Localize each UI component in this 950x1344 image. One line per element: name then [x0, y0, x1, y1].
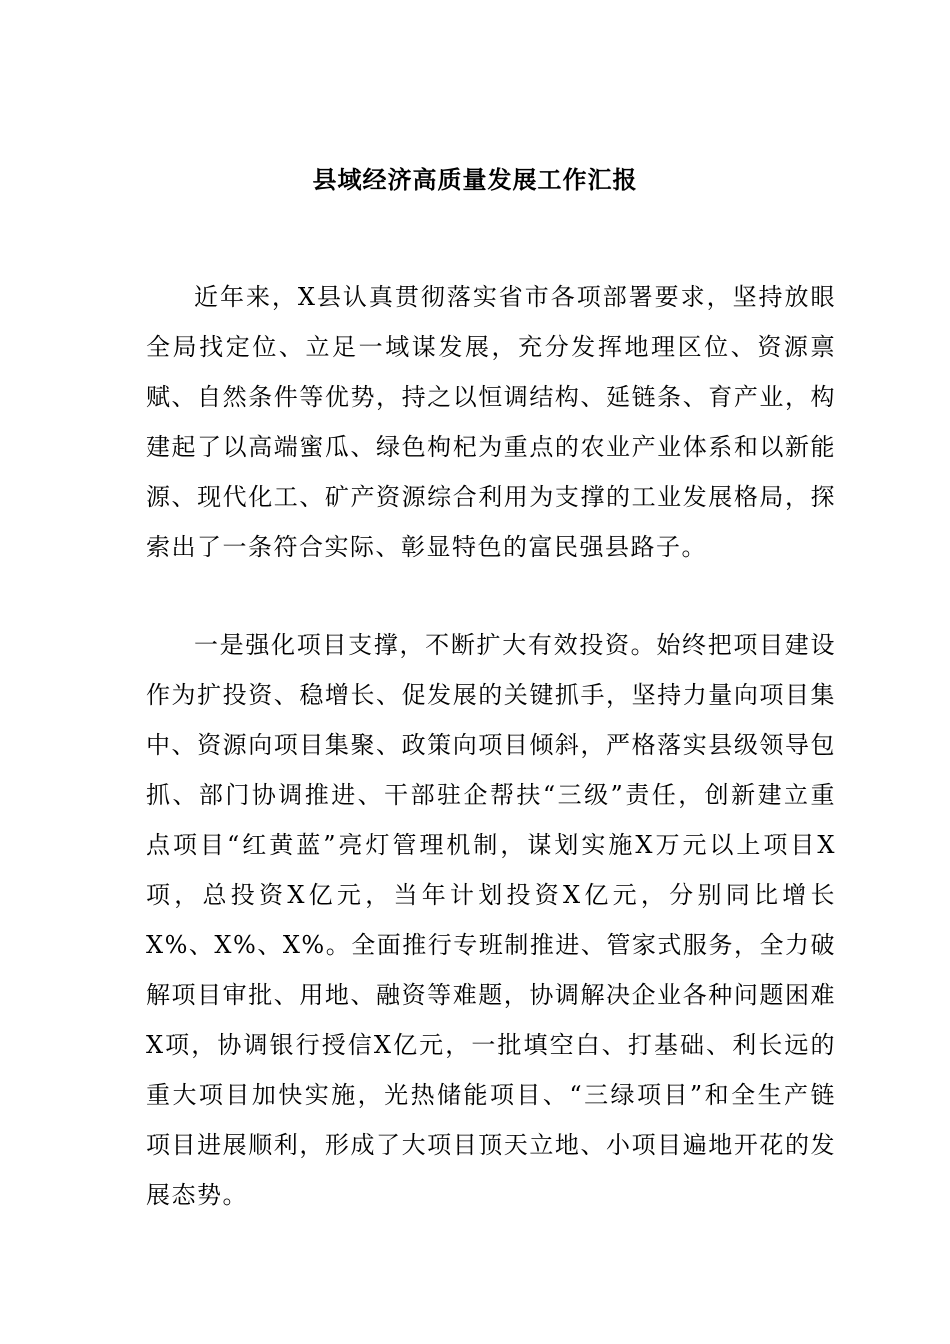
document-title: 县域经济高质量发展工作汇报 — [312, 165, 638, 194]
paragraph-intro: 近年来，X县认真贯彻落实省市各项部署要求，坚持放眼全局找定位、立足一域谋发展，充分发挥地理区位、资源禀赋、自然条件等优势，持之以恒调结构、延链条、育产业，构建起了以高端蜜瓜、绿色枸杞为重点的农业产业体系和以新能源、现代化工、矿产资源综合利用为支撑的工业发展格局，探索出了一条符合实际、彰显特色的富民强县路子。 — [146, 283, 836, 561]
paragraph-project-support: 一是强化项目支撑，不断扩大有效投资。始终把项目建设作为扩投资、稳增长、促发展的关键抓手，坚持力量向项目集中、资源向项目集聚、政策向项目倾斜，严格落实县级领导包抓、部门协调推进、干部驻企帮扶“三级”责任，创新建立重点项目“红黄蓝”亮灯管理机制，谋划实施X万元以上项目X项，总投资X亿元，当年计划投资X亿元，分别同比增长X%、X%、X%。全面推行专班制推进、管家式服务，全力破解项目审批、用地、融资等难题，协调解决企业各种问题困难X项，协调银行授信X亿元，一批填空白、打基础、利长远的重大项目加快实施，光热储能项目、“三绿项目”和全生产链项目进展顺利，形成了大项目顶天立地、小项目遍地开花的发展态势。 — [146, 631, 836, 1209]
